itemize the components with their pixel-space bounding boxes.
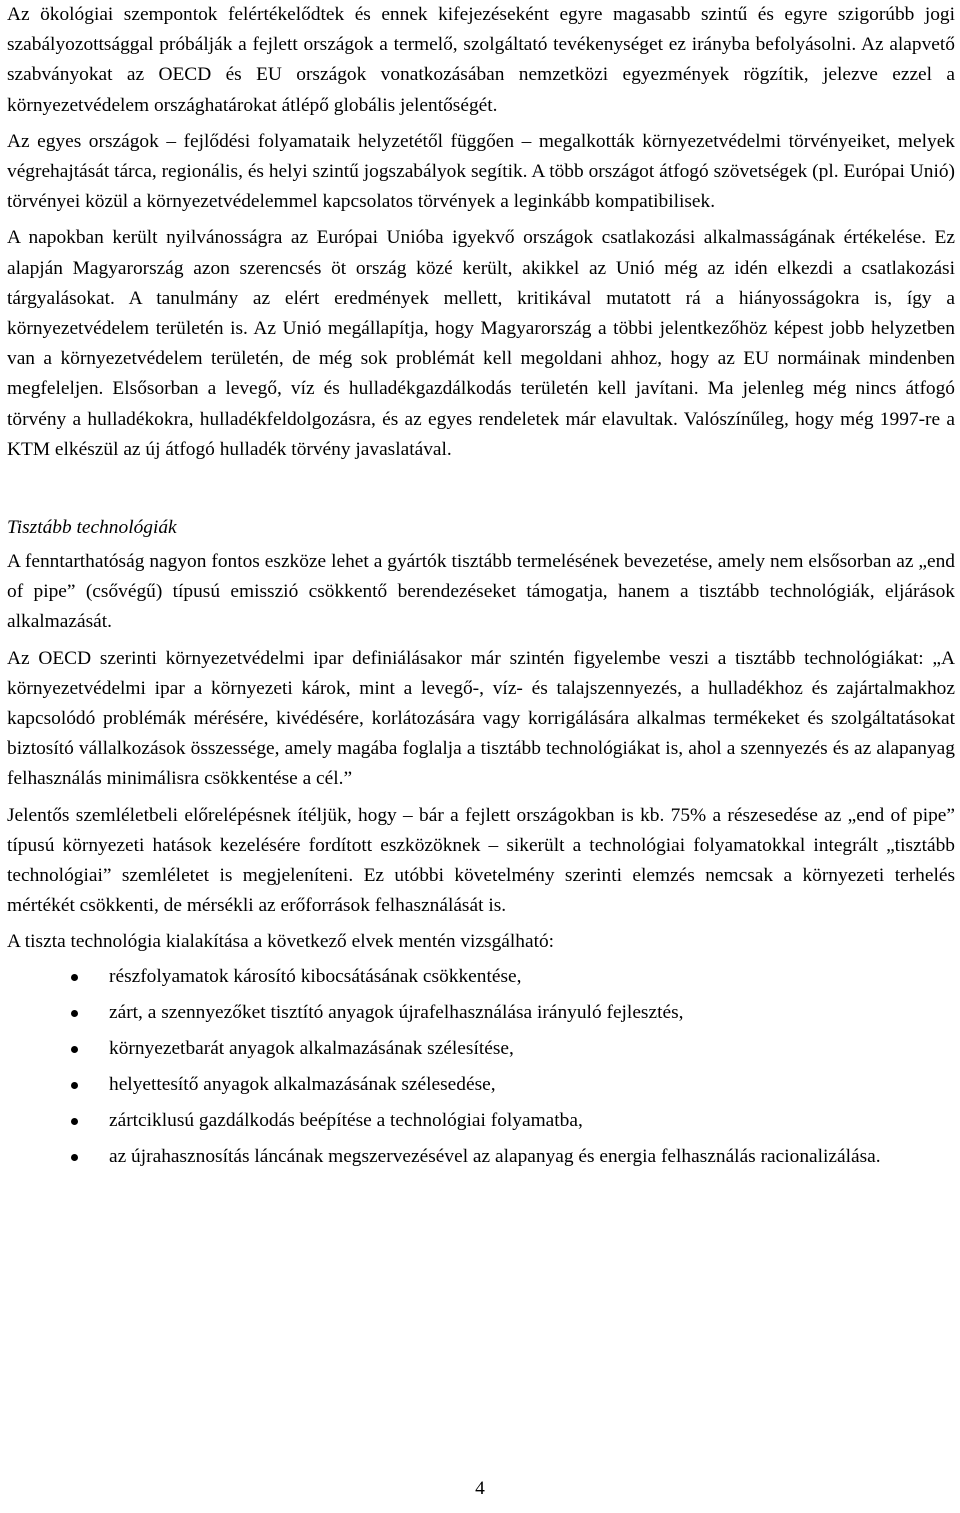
criteria-intro: A tiszta technológia kialakítása a következő elvek mentén vizsgálható:	[7, 931, 555, 953]
list-item-text: zártciklusú gazdálkodás beépítése a technológiai folyamatba,	[109, 1109, 583, 1131]
list-item-text: az újrahasznosítás láncának megszervezésével az alapanyag és energia felhasználás racionalizálása.	[109, 1145, 881, 1167]
bullet-icon	[71, 1046, 78, 1053]
bullet-icon	[71, 974, 78, 981]
section-heading: Tisztább technológiák	[7, 517, 177, 539]
list-item	[7, 1034, 955, 1064]
progress-paragraph: Jelentős szemléletbeli előrelépésnek ítéljük, hogy – bár a fejlett országokban is kb. 75% a részesedése az „end of pipe” típusú környezeti hatások kezelésére fordított eszközöknek – sikerült a technológiai folyamatokkal integrált „tisztább technológiai” szemléletet is megjeleníteni. Ez utóbbi követelmény szerinti elemzés nemcsak a környezeti terhelés mértékét csökkenti, de mérsékli az erőforrások felhasználását is.	[7, 804, 955, 917]
list-item	[7, 962, 955, 992]
eu-accession-paragraph: A napokban került nyilvánosságra az Európai Unióba igyekvő országok csatlakozási alkalmasságának értékelése. Ez alapján Magyarország azon szerencsés öt ország közé került, akikkel az Unió még az idén elkezdi a csatlakozási tárgyalásokat. A tanulmány az elért eredmények mellett, kritikával mutatott rá a hiányosságokra is, így a környezetvédelem területén is. Az Unió megállapítja, hogy Magyarország a többi jelentkezőhöz képest jobb helyzetben van a környezetvédelem területén, de még sok problémát kell megoldani ahhoz, hogy az EU normáinak mindenben megfeleljen. Elsősorban a levegő, víz és hulladékgazdálkodás területén kell javítani. Ma jelenleg még nincs átfogó törvény a hulladékokra, hulladékfeldolgozásra, és az egyes rendeletek már elavultak. Valószínűleg, hogy még 1997-re a KTM elkészül az új átfogó hulladék törvény javaslatával.	[7, 227, 955, 460]
oecd-definition-paragraph: Az OECD szerinti környezetvédelmi ipar definiálásakor már szintén figyelembe veszi a tisztább technológiákat: „A környezetvédelmi ipar a környezeti károk, mint a levegő-, víz- és talajszennyezés, a hulladékhoz és zajártalmakhoz kapcsolódó problémák mérésére, kivédésére, korlátozására vagy korrigálására alkalmas termékeket és szolgáltatásokat biztosító vállalkozások összessége, amely magába foglalja a tisztább technológiákat is, ahol a szennyezés és az alapanyag felhasználás minimálisra csökkentése a cél.”	[7, 647, 955, 790]
list-item	[7, 1106, 955, 1136]
sustainability-paragraph: A fenntarthatóság nagyon fontos eszköze lehet a gyártók tisztább termelésének bevezetése, amely nem elsősorban az „end of pipe” (csővégű) típusú emisszió csökkentő berendezéseket támogatja, hanem a tisztább technológiák, eljárások alkalmazását.	[7, 551, 955, 633]
page-number: 4	[475, 1478, 485, 1499]
criteria-list	[7, 962, 955, 1172]
list-item-text: részfolyamatok károsító kibocsátásának csökkentése,	[109, 965, 522, 987]
bullet-icon	[71, 1082, 78, 1089]
list-item-text: helyettesítő anyagok alkalmazásának szélesedése,	[109, 1073, 496, 1095]
document-page	[7, 0, 955, 1178]
list-item	[7, 1142, 955, 1172]
bullet-icon	[71, 1118, 78, 1125]
bullet-icon	[71, 1010, 78, 1017]
list-item-text: környezetbarát anyagok alkalmazásának szélesítése,	[109, 1037, 514, 1059]
list-item-text: zárt, a szennyezőket tisztító anyagok újrafelhasználása irányuló fejlesztés,	[109, 1001, 684, 1023]
list-item	[7, 1070, 955, 1100]
bullet-icon	[71, 1154, 78, 1161]
laws-paragraph: Az egyes országok – fejlődési folyamataik helyzetétől függően – megalkották környezetvédelmi törvényeiket, melyek végrehajtását tárca, regionális, és helyi szintű jogszabályok segítik. A több országot átfogó szövetségek (pl. Európai Unió) törvényei közül a környezetvédelemmel kapcsolatos törvények a leginkább kompatibilisek.	[7, 130, 955, 213]
intro-paragraph: Az ökológiai szempontok felértékelődtek és ennek kifejezéseként egyre magasabb szintű és egyre szigorúbb jogi szabályozottsággal próbálják a fejlett országok a termelő, szolgáltató tevékenységet ez irányba befolyásolni. Az alapvető szabványokat az OECD és EU országok vonatkozásában nemzetközi egyezmények rögzítik, jelezve ezzel a környezetvédelem országhatárokat átlépő globális jelentőségét.	[7, 4, 955, 116]
list-item	[7, 998, 955, 1028]
